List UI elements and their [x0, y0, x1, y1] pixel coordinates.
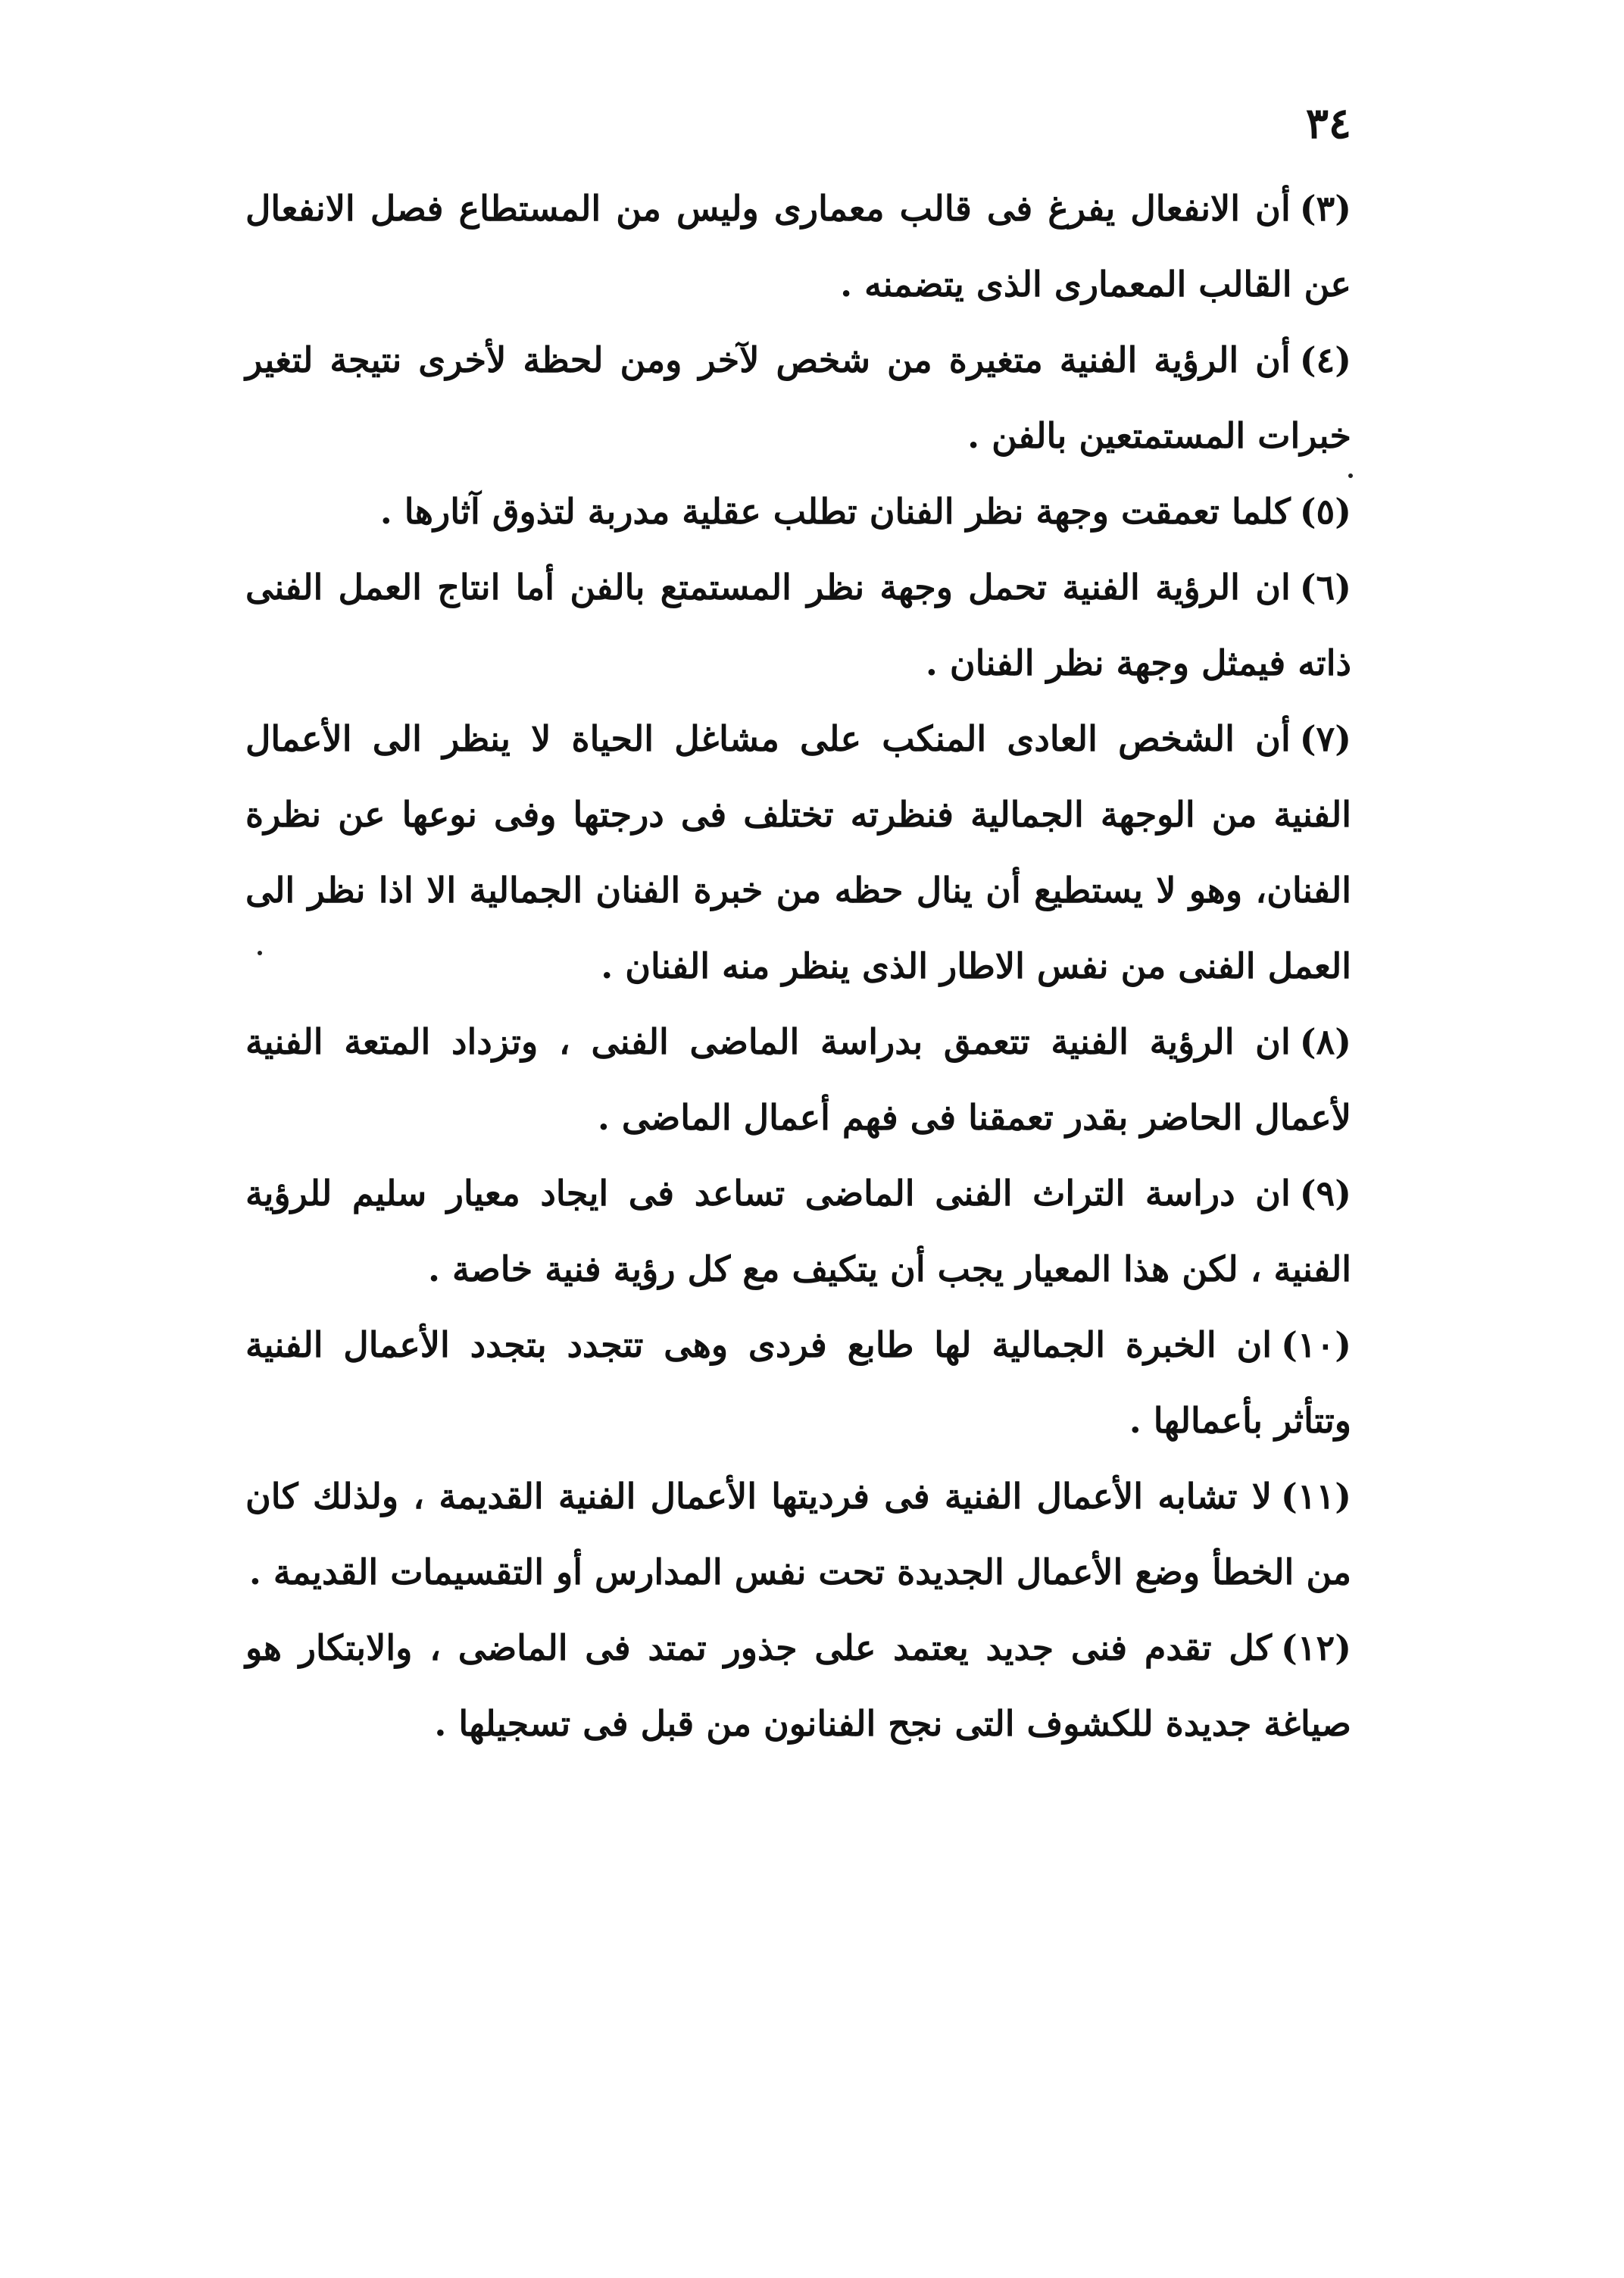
item-number: (١٠): [1281, 1324, 1352, 1365]
item-number: (٩): [1299, 1173, 1351, 1214]
list-item: [245, 322, 1351, 473]
item-number: (٤): [1299, 339, 1351, 380]
list-item: [245, 701, 1351, 1004]
item-text: أن الشخص العادى المنكب على مشاغل الحياة لا ينظر الى الأعمال الفنية من الوجهة الجمالية فنظرته تختلف فى درجتها وفى نوعها عن نظرة الفنان، وهو لا يستطيع أن ينال حظه من خبرة الفنان الجمالية الا اذا نظر الى العمل الفنى من نفس الاطار الذى ينظر منه الفنان .: [245, 718, 1351, 986]
item-number: (٨): [1299, 1021, 1351, 1062]
item-text: ان الرؤية الفنية تتعمق بدراسة الماضى الفنى ، وتزداد المتعة الفنية لأعمال الحاضر بقدر تعمقنا فى فهم أعمال الماضى .: [245, 1021, 1351, 1138]
page-number: ٣٤: [1305, 98, 1351, 148]
list-item: [245, 1155, 1351, 1307]
numbered-list: [245, 170, 1351, 1761]
item-text: ان الخبرة الجمالية لها طابع فردى وهى تتجدد بتجدد الأعمال الفنية وتتأثر بأعمالها .: [245, 1324, 1351, 1441]
item-number: (١٢): [1281, 1627, 1351, 1668]
list-item: [245, 170, 1351, 322]
item-text: ان الرؤية الفنية تحمل وجهة نظر المستمتع بالفن أما انتاج العمل الفنى ذاته فيمثل وجهة نظر الفنان .: [245, 567, 1351, 683]
scan-speck: [1348, 473, 1353, 478]
list-item: [245, 549, 1351, 701]
list-item: [245, 473, 1351, 549]
item-number: (٣): [1299, 188, 1351, 229]
item-number: (٦): [1299, 567, 1351, 608]
list-item: [245, 1610, 1351, 1761]
item-text: كل تقدم فنى جديد يعتمد على جذور تمتد فى الماضى ، والابتكار هو صياغة جديدة للكشوف التى نجح الفنانون من قبل فى تسجيلها .: [245, 1627, 1351, 1744]
item-number: (٧): [1299, 718, 1351, 759]
item-text: أن الرؤية الفنية متغيرة من شخص لآخر ومن لحظة لأخرى نتيجة لتغير خبرات المستمتعين بالفن .: [245, 339, 1351, 456]
item-text: ان دراسة التراث الفنى الماضى تساعد فى ايجاد معيار سليم للرؤية الفنية ، لكن هذا المعيار يجب أن يتكيف مع كل رؤية فنية خاصة .: [245, 1173, 1351, 1289]
item-number: (١١): [1281, 1476, 1351, 1517]
item-text: كلما تعمقت وجهة نظر الفنان تطلب عقلية مدربة لتذوق آثارها .: [379, 491, 1291, 532]
list-item: [245, 1004, 1351, 1155]
item-number: (٥): [1299, 491, 1351, 532]
scan-speck: [258, 951, 262, 955]
item-text: أن الانفعال يفرغ فى قالب معمارى وليس من المستطاع فصل الانفعال عن القالب المعمارى الذى يتضمنه .: [245, 188, 1351, 305]
list-item: [245, 1307, 1351, 1458]
list-item: [245, 1458, 1351, 1610]
item-text: لا تشابه الأعمال الفنية فى فرديتها الأعمال الفنية القديمة ، ولذلك كان من الخطأ وضع الأعمال الجديدة تحت نفس المدارس أو التقسيمات القديمة .: [245, 1476, 1351, 1592]
